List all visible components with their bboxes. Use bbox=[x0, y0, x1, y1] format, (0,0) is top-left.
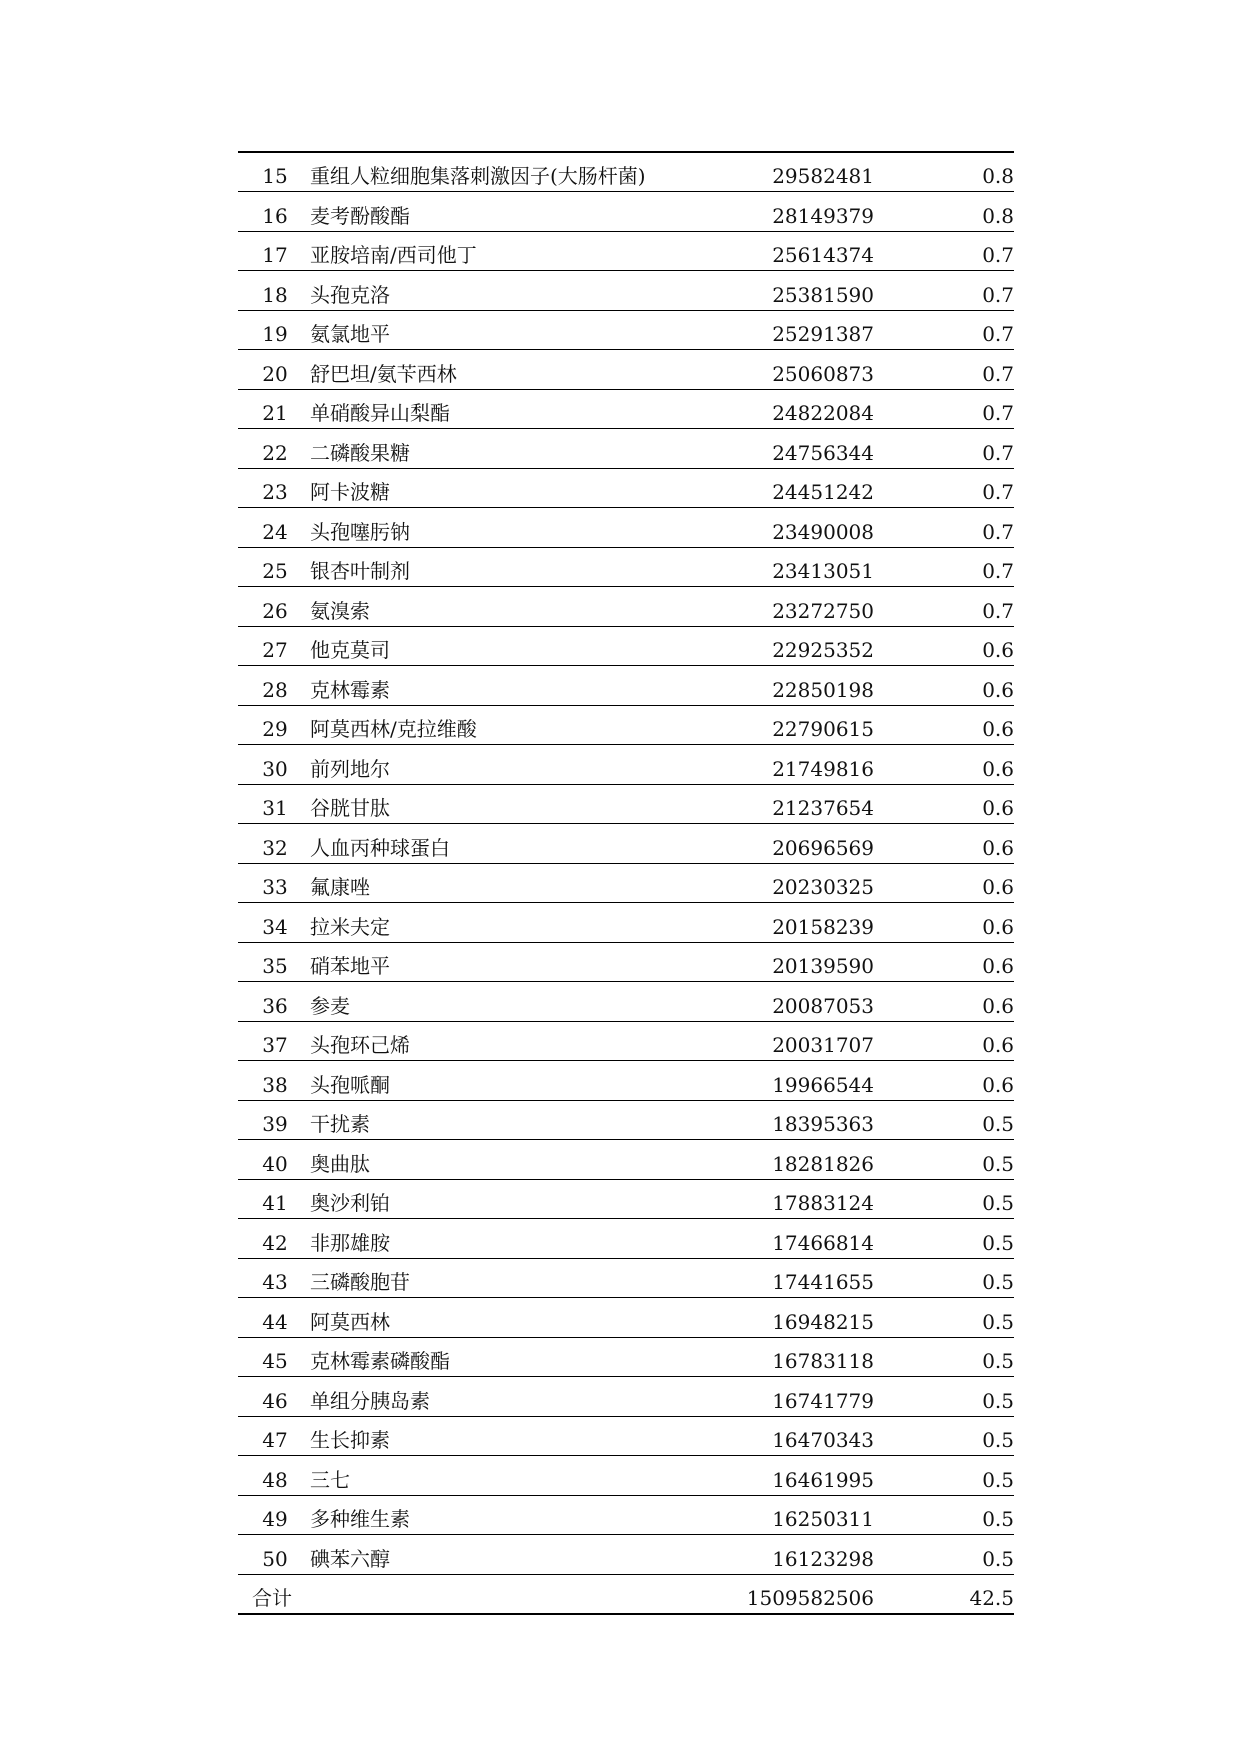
table-row bbox=[238, 1456, 1014, 1496]
row-rank: 44 bbox=[238, 1298, 300, 1338]
row-rank: 31 bbox=[238, 784, 300, 824]
table-row bbox=[238, 784, 1014, 824]
row-drug-name: 三七 bbox=[300, 1456, 712, 1496]
ranking-table bbox=[238, 151, 1014, 1615]
row-amount: 25291387 bbox=[712, 310, 878, 350]
row-percent: 0.5 bbox=[878, 1377, 1014, 1417]
row-rank: 39 bbox=[238, 1100, 300, 1140]
table-row bbox=[238, 1258, 1014, 1298]
row-amount: 20230325 bbox=[712, 863, 878, 903]
total-amount: 1509582506 bbox=[712, 1574, 878, 1614]
table-row bbox=[238, 1100, 1014, 1140]
table-row bbox=[238, 587, 1014, 627]
row-percent: 0.5 bbox=[878, 1219, 1014, 1259]
row-amount: 25381590 bbox=[712, 271, 878, 311]
table-row bbox=[238, 666, 1014, 706]
row-percent: 0.5 bbox=[878, 1258, 1014, 1298]
row-drug-name: 阿莫西林/克拉维酸 bbox=[300, 705, 712, 745]
row-rank: 40 bbox=[238, 1140, 300, 1180]
row-drug-name: 氨溴索 bbox=[300, 587, 712, 627]
row-drug-name: 干扰素 bbox=[300, 1100, 712, 1140]
table-row bbox=[238, 863, 1014, 903]
table-row bbox=[238, 1179, 1014, 1219]
table-row bbox=[238, 626, 1014, 666]
row-drug-name: 头孢环己烯 bbox=[300, 1021, 712, 1061]
table-row bbox=[238, 745, 1014, 785]
row-amount: 25060873 bbox=[712, 350, 878, 390]
row-amount: 17883124 bbox=[712, 1179, 878, 1219]
row-percent: 0.5 bbox=[878, 1179, 1014, 1219]
row-drug-name: 克林霉素磷酸酯 bbox=[300, 1337, 712, 1377]
table-row bbox=[238, 982, 1014, 1022]
row-percent: 0.6 bbox=[878, 745, 1014, 785]
row-amount: 24451242 bbox=[712, 468, 878, 508]
row-rank: 26 bbox=[238, 587, 300, 627]
row-percent: 0.8 bbox=[878, 152, 1014, 192]
row-percent: 0.7 bbox=[878, 547, 1014, 587]
row-amount: 23413051 bbox=[712, 547, 878, 587]
table-row bbox=[238, 942, 1014, 982]
row-percent: 0.5 bbox=[878, 1416, 1014, 1456]
row-amount: 21237654 bbox=[712, 784, 878, 824]
row-percent: 0.6 bbox=[878, 705, 1014, 745]
table-row bbox=[238, 192, 1014, 232]
row-amount: 20696569 bbox=[712, 824, 878, 864]
table-row bbox=[238, 1219, 1014, 1259]
row-amount: 23490008 bbox=[712, 508, 878, 548]
row-rank: 38 bbox=[238, 1061, 300, 1101]
row-drug-name: 多种维生素 bbox=[300, 1495, 712, 1535]
row-percent: 0.6 bbox=[878, 1061, 1014, 1101]
row-drug-name: 硝苯地平 bbox=[300, 942, 712, 982]
row-rank: 21 bbox=[238, 389, 300, 429]
row-percent: 0.7 bbox=[878, 310, 1014, 350]
row-rank: 15 bbox=[238, 152, 300, 192]
row-percent: 0.5 bbox=[878, 1140, 1014, 1180]
table-row bbox=[238, 389, 1014, 429]
row-percent: 0.6 bbox=[878, 666, 1014, 706]
table-row bbox=[238, 1535, 1014, 1575]
row-percent: 0.7 bbox=[878, 231, 1014, 271]
row-percent: 0.6 bbox=[878, 1021, 1014, 1061]
row-amount: 22850198 bbox=[712, 666, 878, 706]
row-percent: 0.5 bbox=[878, 1298, 1014, 1338]
row-rank: 27 bbox=[238, 626, 300, 666]
table-row bbox=[238, 903, 1014, 943]
row-percent: 0.5 bbox=[878, 1456, 1014, 1496]
row-percent: 0.6 bbox=[878, 626, 1014, 666]
row-amount: 16123298 bbox=[712, 1535, 878, 1575]
table-row bbox=[238, 1021, 1014, 1061]
row-drug-name: 三磷酸胞苷 bbox=[300, 1258, 712, 1298]
row-amount: 17466814 bbox=[712, 1219, 878, 1259]
row-drug-name: 二磷酸果糖 bbox=[300, 429, 712, 469]
table-row bbox=[238, 1377, 1014, 1417]
row-amount: 23272750 bbox=[712, 587, 878, 627]
row-percent: 0.6 bbox=[878, 982, 1014, 1022]
row-rank: 29 bbox=[238, 705, 300, 745]
row-drug-name: 碘苯六醇 bbox=[300, 1535, 712, 1575]
row-amount: 16783118 bbox=[712, 1337, 878, 1377]
table-body bbox=[238, 152, 1014, 1614]
table-row bbox=[238, 508, 1014, 548]
row-rank: 46 bbox=[238, 1377, 300, 1417]
row-amount: 19966544 bbox=[712, 1061, 878, 1101]
row-rank: 41 bbox=[238, 1179, 300, 1219]
row-drug-name: 单硝酸异山梨酯 bbox=[300, 389, 712, 429]
row-drug-name: 奥沙利铂 bbox=[300, 1179, 712, 1219]
row-amount: 16461995 bbox=[712, 1456, 878, 1496]
row-rank: 28 bbox=[238, 666, 300, 706]
row-amount: 18395363 bbox=[712, 1100, 878, 1140]
row-amount: 16250311 bbox=[712, 1495, 878, 1535]
row-rank: 33 bbox=[238, 863, 300, 903]
row-percent: 0.5 bbox=[878, 1337, 1014, 1377]
row-drug-name: 参麦 bbox=[300, 982, 712, 1022]
row-percent: 0.6 bbox=[878, 863, 1014, 903]
row-percent: 0.5 bbox=[878, 1535, 1014, 1575]
row-drug-name: 谷胱甘肽 bbox=[300, 784, 712, 824]
row-rank: 36 bbox=[238, 982, 300, 1022]
row-rank: 47 bbox=[238, 1416, 300, 1456]
row-amount: 20158239 bbox=[712, 903, 878, 943]
table-row bbox=[238, 350, 1014, 390]
row-amount: 21749816 bbox=[712, 745, 878, 785]
row-drug-name: 头孢哌酮 bbox=[300, 1061, 712, 1101]
row-amount: 22925352 bbox=[712, 626, 878, 666]
row-rank: 42 bbox=[238, 1219, 300, 1259]
row-rank: 50 bbox=[238, 1535, 300, 1575]
row-amount: 18281826 bbox=[712, 1140, 878, 1180]
row-rank: 48 bbox=[238, 1456, 300, 1496]
row-rank: 24 bbox=[238, 508, 300, 548]
row-drug-name: 人血丙种球蛋白 bbox=[300, 824, 712, 864]
row-rank: 43 bbox=[238, 1258, 300, 1298]
total-row bbox=[238, 1574, 1014, 1614]
row-rank: 49 bbox=[238, 1495, 300, 1535]
row-percent: 0.7 bbox=[878, 271, 1014, 311]
total-label: 合计 bbox=[238, 1574, 712, 1614]
table-row bbox=[238, 468, 1014, 508]
row-drug-name: 亚胺培南/西司他丁 bbox=[300, 231, 712, 271]
row-percent: 0.7 bbox=[878, 468, 1014, 508]
table-row bbox=[238, 1298, 1014, 1338]
row-rank: 17 bbox=[238, 231, 300, 271]
row-rank: 30 bbox=[238, 745, 300, 785]
row-rank: 20 bbox=[238, 350, 300, 390]
row-rank: 32 bbox=[238, 824, 300, 864]
row-percent: 0.6 bbox=[878, 824, 1014, 864]
row-percent: 0.5 bbox=[878, 1100, 1014, 1140]
row-amount: 29582481 bbox=[712, 152, 878, 192]
row-rank: 19 bbox=[238, 310, 300, 350]
row-drug-name: 银杏叶制剂 bbox=[300, 547, 712, 587]
row-drug-name: 麦考酚酸酯 bbox=[300, 192, 712, 232]
row-amount: 22790615 bbox=[712, 705, 878, 745]
row-rank: 23 bbox=[238, 468, 300, 508]
row-rank: 45 bbox=[238, 1337, 300, 1377]
row-amount: 16470343 bbox=[712, 1416, 878, 1456]
row-rank: 25 bbox=[238, 547, 300, 587]
table-row bbox=[238, 1495, 1014, 1535]
row-drug-name: 前列地尔 bbox=[300, 745, 712, 785]
row-percent: 0.5 bbox=[878, 1495, 1014, 1535]
row-percent: 0.6 bbox=[878, 784, 1014, 824]
row-drug-name: 他克莫司 bbox=[300, 626, 712, 666]
row-percent: 0.6 bbox=[878, 903, 1014, 943]
row-rank: 37 bbox=[238, 1021, 300, 1061]
row-amount: 17441655 bbox=[712, 1258, 878, 1298]
table-row bbox=[238, 1337, 1014, 1377]
row-drug-name: 克林霉素 bbox=[300, 666, 712, 706]
table-row bbox=[238, 429, 1014, 469]
row-percent: 0.7 bbox=[878, 587, 1014, 627]
table-row bbox=[238, 824, 1014, 864]
table-row bbox=[238, 152, 1014, 192]
row-percent: 0.7 bbox=[878, 389, 1014, 429]
row-rank: 18 bbox=[238, 271, 300, 311]
row-drug-name: 单组分胰岛素 bbox=[300, 1377, 712, 1417]
row-drug-name: 阿莫西林 bbox=[300, 1298, 712, 1338]
row-rank: 35 bbox=[238, 942, 300, 982]
row-amount: 25614374 bbox=[712, 231, 878, 271]
table-row bbox=[238, 1416, 1014, 1456]
row-drug-name: 舒巴坦/氨苄西林 bbox=[300, 350, 712, 390]
row-rank: 34 bbox=[238, 903, 300, 943]
row-amount: 20087053 bbox=[712, 982, 878, 1022]
row-percent: 0.7 bbox=[878, 508, 1014, 548]
table-row bbox=[238, 231, 1014, 271]
row-percent: 0.6 bbox=[878, 942, 1014, 982]
row-drug-name: 拉米夫定 bbox=[300, 903, 712, 943]
row-percent: 0.7 bbox=[878, 350, 1014, 390]
row-drug-name: 重组人粒细胞集落刺激因子(大肠杆菌) bbox=[300, 152, 712, 192]
row-drug-name: 氨氯地平 bbox=[300, 310, 712, 350]
table-row bbox=[238, 1140, 1014, 1180]
row-amount: 24756344 bbox=[712, 429, 878, 469]
row-amount: 16948215 bbox=[712, 1298, 878, 1338]
table-row bbox=[238, 1061, 1014, 1101]
row-percent: 0.8 bbox=[878, 192, 1014, 232]
row-drug-name: 头孢噻肟钠 bbox=[300, 508, 712, 548]
row-amount: 20031707 bbox=[712, 1021, 878, 1061]
row-drug-name: 奥曲肽 bbox=[300, 1140, 712, 1180]
row-drug-name: 生长抑素 bbox=[300, 1416, 712, 1456]
row-amount: 20139590 bbox=[712, 942, 878, 982]
table-row bbox=[238, 310, 1014, 350]
row-amount: 28149379 bbox=[712, 192, 878, 232]
row-rank: 16 bbox=[238, 192, 300, 232]
row-amount: 16741779 bbox=[712, 1377, 878, 1417]
row-rank: 22 bbox=[238, 429, 300, 469]
row-drug-name: 阿卡波糖 bbox=[300, 468, 712, 508]
row-drug-name: 头孢克洛 bbox=[300, 271, 712, 311]
total-percent: 42.5 bbox=[878, 1574, 1014, 1614]
table-row bbox=[238, 547, 1014, 587]
table-row bbox=[238, 705, 1014, 745]
row-drug-name: 氟康唑 bbox=[300, 863, 712, 903]
row-percent: 0.7 bbox=[878, 429, 1014, 469]
row-drug-name: 非那雄胺 bbox=[300, 1219, 712, 1259]
row-amount: 24822084 bbox=[712, 389, 878, 429]
table-row bbox=[238, 271, 1014, 311]
